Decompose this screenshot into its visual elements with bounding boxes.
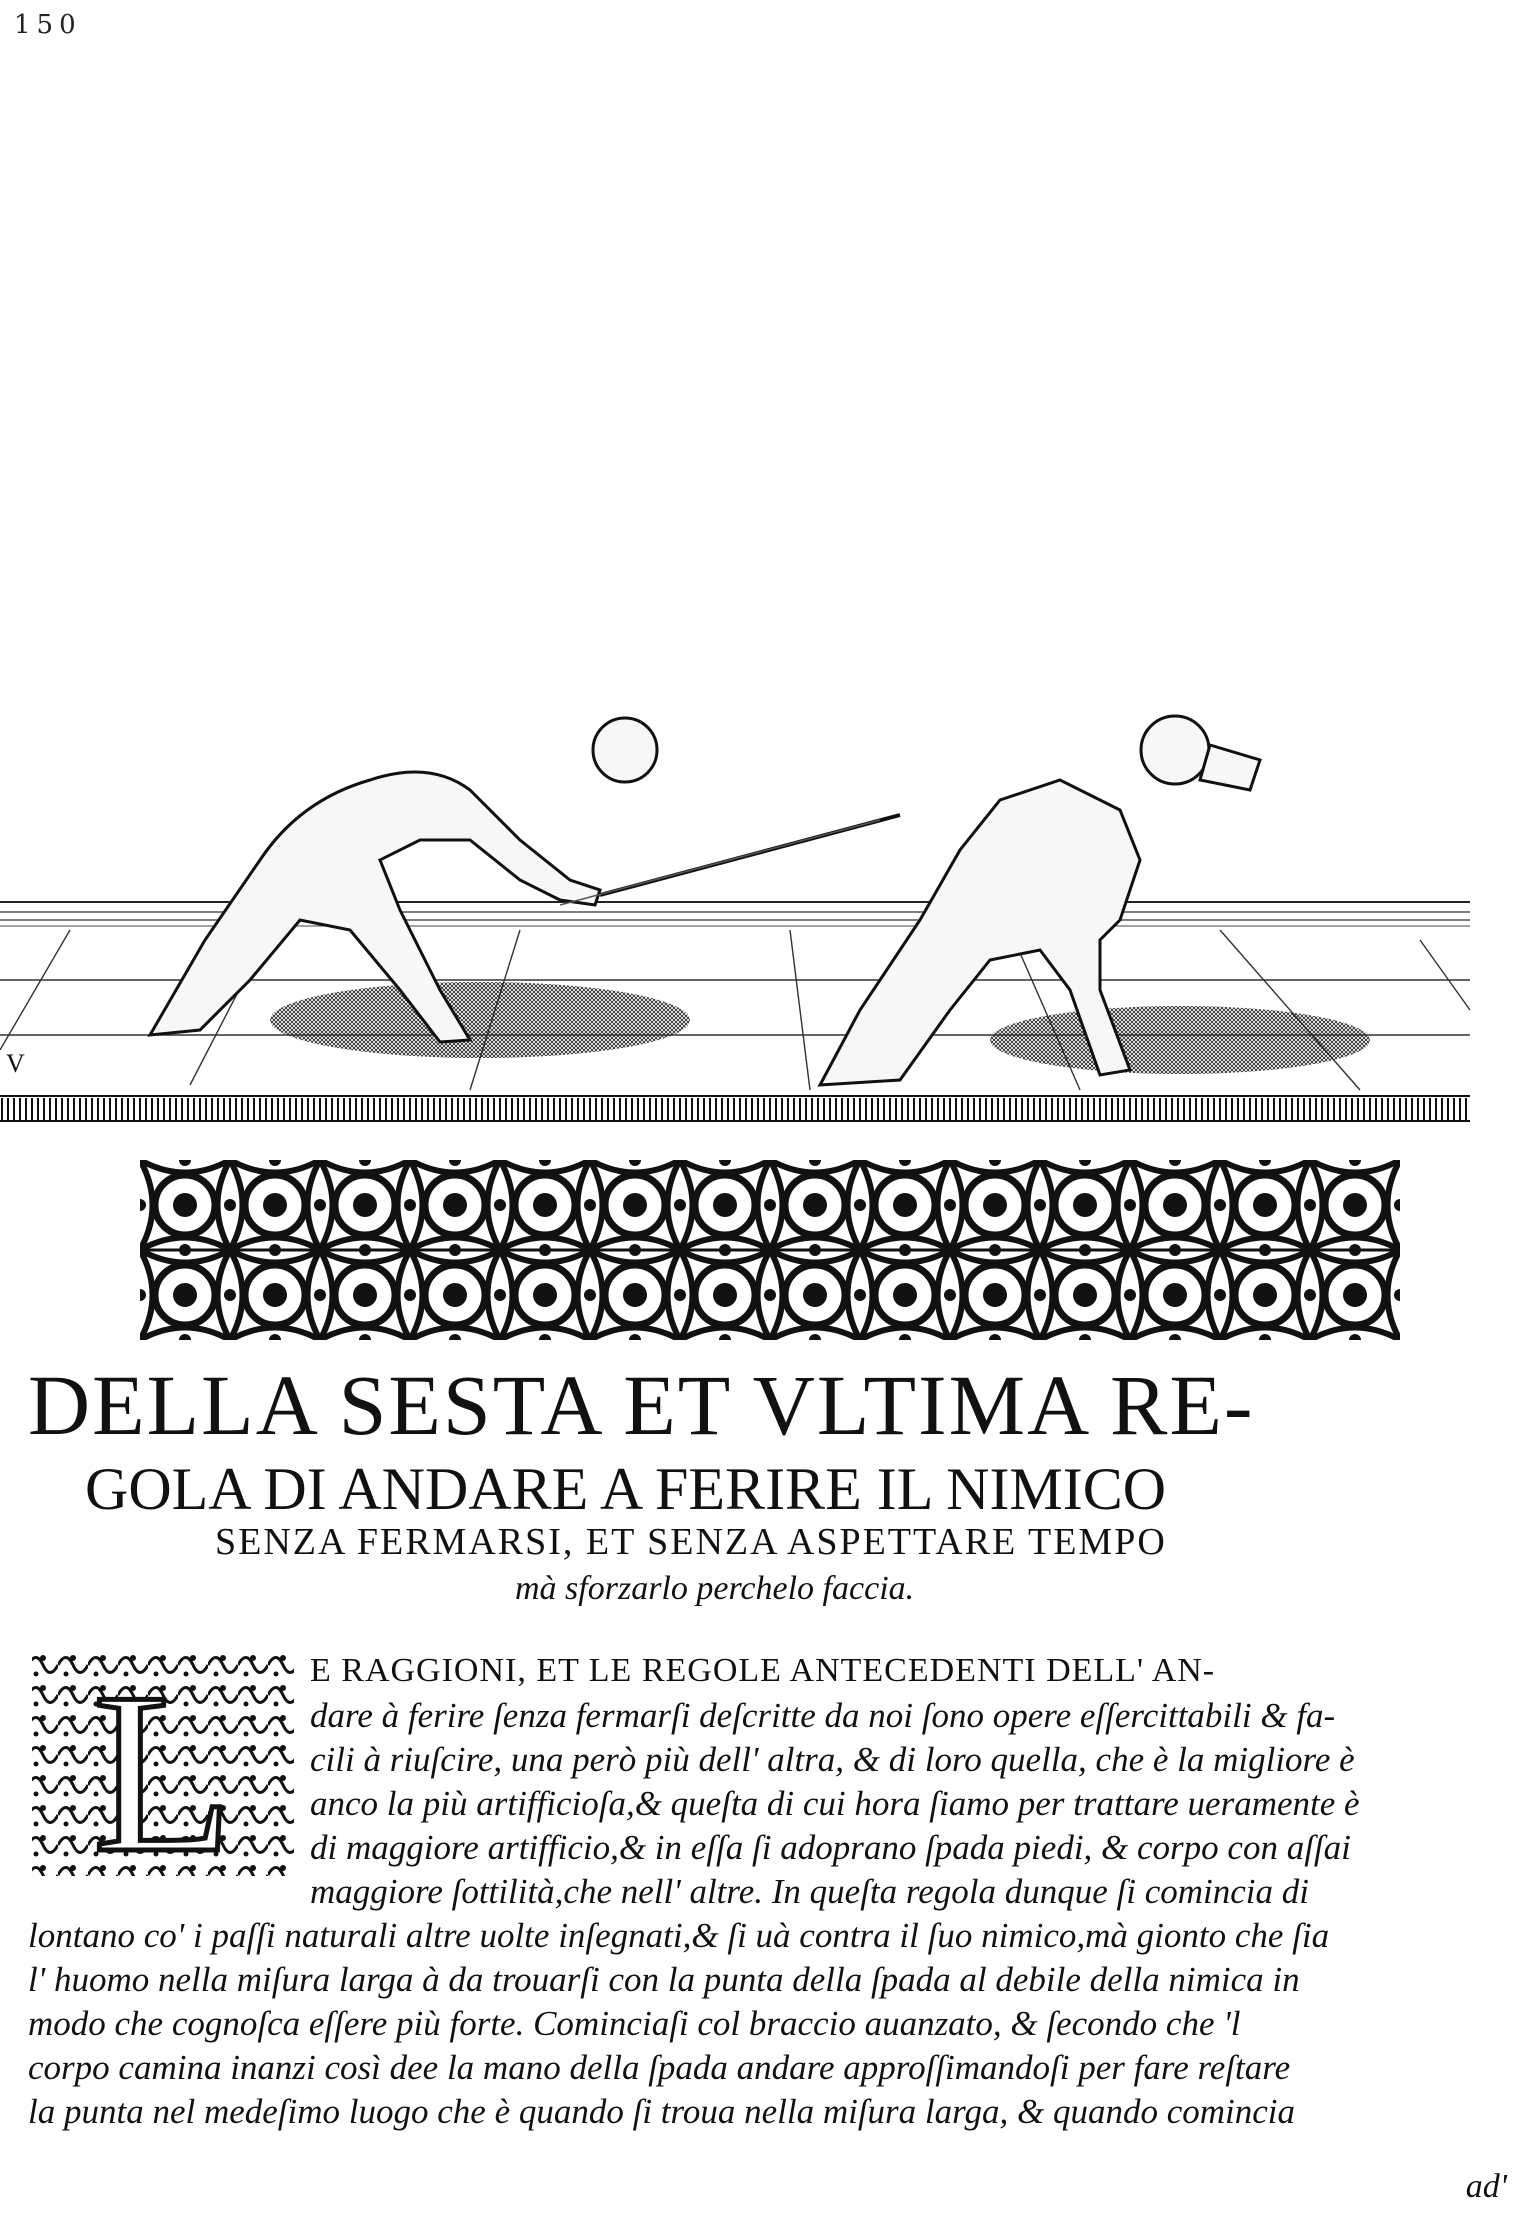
- body-line-7: lontano co' i paſſi naturali altre uolte inſegnati,& ſi uà contra il ſuo nimico,mà gionto che ſia: [28, 1916, 1330, 1955]
- ornamental-band: [140, 1160, 1400, 1340]
- catchword: ad': [1465, 2168, 1507, 2205]
- heading-line-2: GOLA DI ANDARE A FERIRE IL NIMICO: [85, 1456, 1167, 1522]
- body-line-1: E RAGGIONI, ET LE REGOLE ANTECEDENTI DELL' AN-: [310, 1652, 1216, 1689]
- heading-line-3: SENZA FERMARSI, ET SENZA ASPETTARE TEMPO: [215, 1521, 1167, 1563]
- decorated-initial: [28, 1650, 298, 1880]
- fencing-engraving: [0, 690, 1480, 1130]
- page-number: 150: [14, 10, 82, 40]
- body-line-5: di maggiore artifficio,& in eſſa ſi adoprano ſpada piedi, & corpo con aſſai: [310, 1828, 1351, 1867]
- body-line-11: la punta nel medeſimo luogo che è quando ſi troua nella miſura larga, & quando comincia: [28, 2092, 1295, 2131]
- body-line-4: anco la più artifficioſa,& queſta di cui hora ſiamo per trattare ueramente è: [310, 1784, 1360, 1823]
- body-line-3: cili à riuſcire, una però più dell' altra, & di loro quella, che è la migliore è: [310, 1740, 1355, 1779]
- heading-line-1: DELLA SESTA ET VLTIMA RE-: [28, 1357, 1255, 1453]
- body-line-10: corpo camina inanzi così dee la mano della ſpada andare approſſimandoſi per fare reſtare: [28, 2048, 1291, 2087]
- heading-line-4: mà sforzarlo perchelo faccia.: [515, 1570, 915, 1607]
- body-line-6: maggiore ſottilità,che nell' altre. In queſta regola dunque ſi comincia di: [310, 1872, 1309, 1911]
- drop-cap-letter: L: [92, 1650, 234, 1880]
- body-line-8: l' huomo nella miſura larga à da trouarſi con la punta della ſpada al debile della nimica in: [28, 1960, 1300, 1999]
- body-line-9: modo che cognoſca eſſere più forte. Cominciaſi col braccio auanzato, & ſecondo che 'l: [28, 2004, 1241, 2043]
- body-line-2: dare à ferire ſenza fermarſi deſcritte da noi ſono opere eſſercittabili & fa-: [310, 1696, 1336, 1735]
- engraver-mark: V: [6, 1049, 25, 1078]
